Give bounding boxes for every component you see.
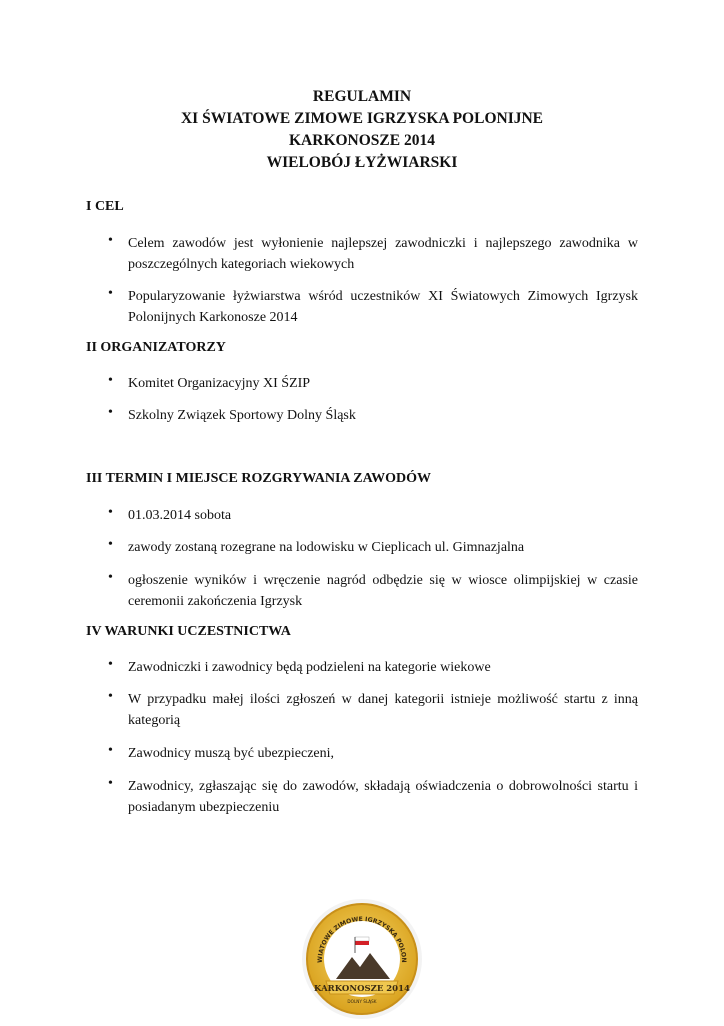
bullet-icon: • <box>108 570 113 585</box>
list-item: • Szkolny Związek Sportowy Dolny Śląsk <box>108 405 638 426</box>
list-item: • Popularyzowanie łyżwiarstwa wśród uczestników XI Światowych Zimowych Igrzysk Polonijnych Karkonosze 2014 <box>108 286 638 328</box>
logo-emblem <box>300 897 424 1021</box>
list-item: • Komitet Organizacyjny XI ŚZIP <box>108 373 638 394</box>
list-item: • 01.03.2014 sobota <box>108 505 638 526</box>
bullet-icon: • <box>108 743 113 758</box>
bullet-icon: • <box>108 233 113 248</box>
bullet-icon: • <box>108 373 113 388</box>
document-title <box>0 86 724 174</box>
list-item: • Zawodnicy muszą być ubezpieczeni, <box>108 743 638 764</box>
logo-banner-text: KARKONOSZE 2014 <box>314 984 410 994</box>
flag-red-icon <box>355 941 369 945</box>
event-logo <box>300 897 424 1021</box>
section-heading-warunki: IV WARUNKI UCZESTNICTWA <box>86 624 291 639</box>
bullet-icon: • <box>108 286 113 301</box>
bullet-icon: • <box>108 537 113 552</box>
list-item: • zawody zostaną rozegrane na lodowisku w Cieplicach ul. Gimnazjalna <box>108 537 638 558</box>
title-line-4: WIELOBÓJ ŁYŻWIARSKI <box>266 154 458 171</box>
bullet-icon: • <box>108 405 113 420</box>
logo-arc-text: WIATOWE ZIMOWE IGRZYSKA POLON <box>316 915 408 964</box>
bullet-icon: • <box>108 657 113 672</box>
bullet-icon: • <box>108 776 113 791</box>
flag-white-icon <box>355 937 369 941</box>
title-line-1: REGULAMIN <box>312 88 412 105</box>
section-heading-organizatorzy: II ORGANIZATORZY <box>86 340 226 355</box>
logo-small-text: DOLNY ŚLĄSK <box>347 999 377 1004</box>
list-item: • Zawodniczki i zawodnicy będą podzieleni na kategorie wiekowe <box>108 657 638 678</box>
bullet-icon: • <box>108 505 113 520</box>
list-item: • ogłoszenie wyników i wręczenie nagród odbędzie się w wiosce olimpijskiej w czasie ceremonii zakończenia Igrzysk <box>108 570 638 612</box>
section-heading-cel: I CEL <box>86 199 124 214</box>
list-item: • W przypadku małej ilości zgłoszeń w danej kategorii istnieje możliwość startu z inną kategorią <box>108 689 638 731</box>
section-heading-termin: III TERMIN I MIEJSCE ROZGRYWANIA ZAWODÓW <box>86 471 432 486</box>
list-item: • Celem zawodów jest wyłonienie najlepszej zawodniczki i najlepszego zawodnika w poszczególnych kategoriach wiekowych <box>108 233 638 275</box>
title-line-2: XI ŚWIATOWE ZIMOWE IGRZYSKA POLONIJNE <box>180 110 544 127</box>
bullet-icon: • <box>108 689 113 704</box>
list-item: • Zawodnicy, zgłaszając się do zawodów, składają oświadczenia o dobrowolności startu i posiadanym ubezpieczeniu <box>108 776 638 818</box>
title-line-3: KARKONOSZE 2014 <box>289 132 435 149</box>
